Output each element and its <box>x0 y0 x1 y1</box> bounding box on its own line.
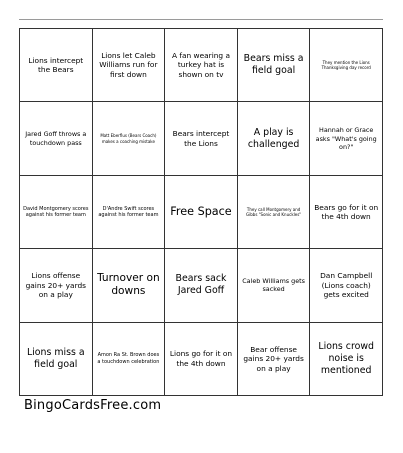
bingo-cell: A play is challenged <box>238 102 311 175</box>
bingo-cell: Bears sack Jared Goff <box>165 249 238 322</box>
bingo-cell: Bears miss a field goal <box>238 29 311 102</box>
bingo-cell: Caleb Williams gets sacked <box>238 249 311 322</box>
bingo-cell: Matt Eberflus (Bears Coach) makes a coaching mistake <box>93 102 166 175</box>
footer-brand: BingoCardsFree.com <box>24 398 162 413</box>
bingo-cell: Amon Ra St. Brown does a touchdown celebration <box>93 323 166 396</box>
bingo-cell: Lions go for it on the 4th down <box>165 323 238 396</box>
bingo-cell: Lions intercept the Bears <box>20 29 93 102</box>
bingo-cell: Bear offense gains 20+ yards on a play <box>238 323 311 396</box>
bingo-cell: Hannah or Grace asks "What's going on?" <box>310 102 383 175</box>
bingo-cell: Lions miss a field goal <box>20 323 93 396</box>
bingo-cell: Lions crowd noise is mentioned <box>310 323 383 396</box>
bingo-cell: Free Space <box>165 176 238 249</box>
bingo-cell: Jared Goff throws a touchdown pass <box>20 102 93 175</box>
bingo-cell: A fan wearing a turkey hat is shown on tv <box>165 29 238 102</box>
bingo-cell: Bears intercept the Lions <box>165 102 238 175</box>
bingo-cell: David Montgomery scores against his former team <box>20 176 93 249</box>
bingo-cell: They mention the Lions Thanksgiving day record <box>310 29 383 102</box>
bingo-cell: Turnover on downs <box>93 249 166 322</box>
bingo-cell: They call Montgomery and Gibbs "Sonic and Knuckles" <box>238 176 311 249</box>
bingo-cell: Dan Campbell (Lions coach) gets excited <box>310 249 383 322</box>
bingo-grid <box>19 28 383 396</box>
bingo-cell: Lions offense gains 20+ yards on a play <box>20 249 93 322</box>
bingo-cell: Lions let Caleb Williams run for first down <box>93 29 166 102</box>
bingo-cell: D'Andre Swift scores against his former team <box>93 176 166 249</box>
top-rule <box>19 19 383 20</box>
bingo-cell: Bears go for it on the 4th down <box>310 176 383 249</box>
